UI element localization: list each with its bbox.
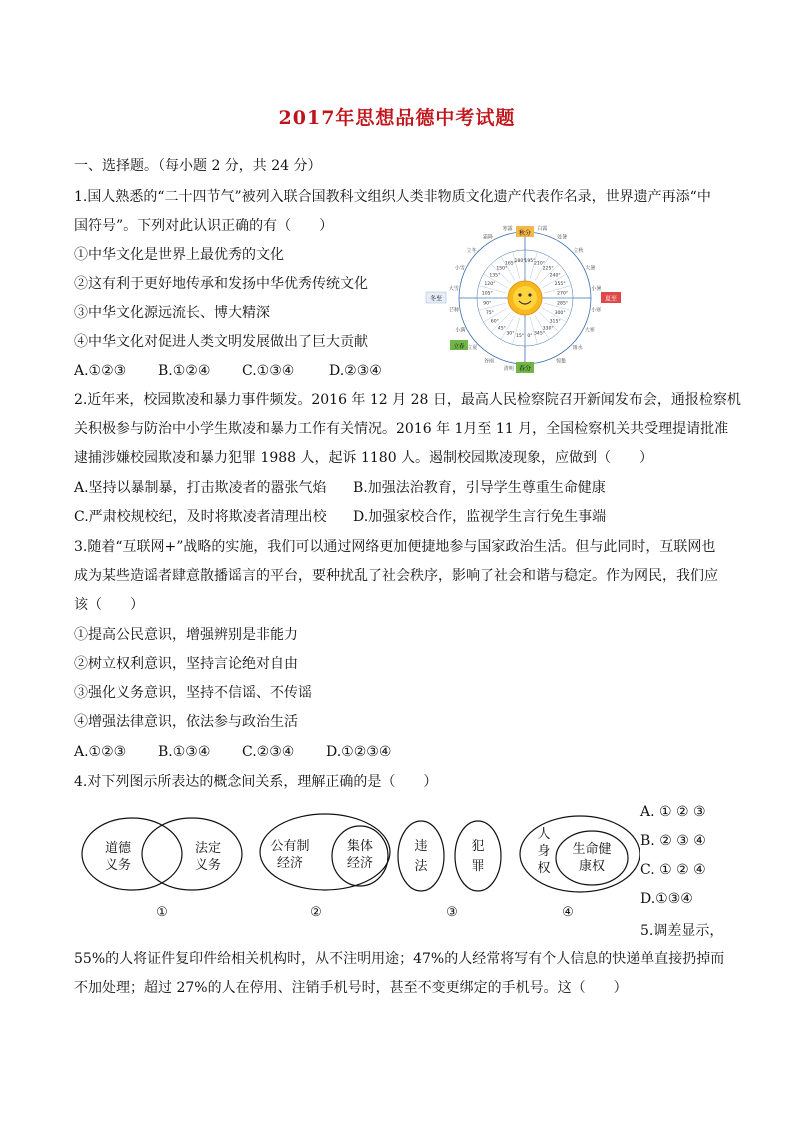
q4-option-c[interactable]: C. ① ② ④: [640, 862, 706, 878]
q1-item-3: ③中华文化源远流长、博大精深: [74, 305, 270, 321]
page-title: 2017年思想品德中考试题: [278, 107, 516, 129]
q2-option-c[interactable]: C.严肃校规校纪，及时将欺凌者清理出校: [74, 509, 327, 525]
sun-angle-label: 330°: [542, 326, 554, 332]
q3-stem-line1: 3.随着“互联网+”战略的实施，我们可以通过网络更加便捷地参与国家政治生活。但与此同时，互联网也: [74, 539, 716, 555]
diagram-number-label: ③: [446, 905, 458, 920]
q3-stem-line3: 该（ ）: [74, 597, 144, 613]
q4-stem: 4.对下列图示所表达的概念间关系，理解正确的是（ ）: [74, 774, 438, 790]
sun-angle-label: 0°: [527, 334, 533, 340]
q3-option-a[interactable]: A.①②③: [74, 744, 127, 760]
solar-term-label: 大寒: [584, 327, 595, 334]
q3-option-b[interactable]: B.①③④: [158, 744, 211, 760]
sun-angle-label: 180°: [514, 258, 526, 264]
sun-angle-label: 15°: [515, 334, 525, 340]
solar-term-label: 处暑: [557, 234, 568, 241]
diagram4-outer-text: 身: [537, 844, 551, 859]
sun-angle-label: 225°: [542, 266, 554, 272]
solar-term-label: 大暑: [585, 265, 596, 272]
sun-angle-label: 255°: [554, 281, 566, 287]
solar-term-label: 小暑: [591, 285, 602, 292]
q3-item-3: ③强化义务意识，坚持不信谣、不传谣: [74, 685, 312, 701]
sun-angle-label: 75°: [485, 311, 494, 317]
sun-angle-label: 45°: [497, 326, 506, 332]
diagram4-outer-text: 权: [537, 861, 551, 876]
q3-item-2: ②树立权利意识，坚持言论绝对自由: [74, 656, 298, 672]
diagram4-inner-text: 康权: [578, 859, 606, 874]
diagram-number-label: ④: [562, 905, 574, 920]
diagram-number-label: ①: [156, 905, 168, 920]
solar-term-label: 雨水: [572, 345, 583, 352]
solar-term-label: 白露: [537, 226, 548, 233]
q4-option-d[interactable]: D.①③④: [640, 891, 693, 907]
season-winter: 冬至: [429, 295, 443, 303]
diagram3-right-text: 犯: [471, 839, 485, 854]
diagram3-right-ellipse: [455, 821, 501, 891]
diagram4-inner-text: 生命健: [572, 842, 612, 857]
q5-stem-line3: 不加处理；超过 27%的人在停用、注销手机号时，甚至不变更绑定的手机号。这（ ）: [74, 980, 628, 996]
diagram3-left-text: 法: [414, 859, 428, 874]
q4-option-b[interactable]: B. ② ③ ④: [640, 833, 706, 849]
sun-angle-label: 135°: [489, 273, 501, 279]
q3-option-c[interactable]: C.②③④: [242, 744, 295, 760]
q2-stem-line2: 关积极参与防治中小学生欺凌和暴力工作有关情况。2016 年 1月至 11 月，全国检察机关共受理提请批准: [74, 421, 729, 437]
q2-option-d[interactable]: D.加强家校合作，监视学生言行免生事端: [353, 509, 607, 525]
q3-item-4: ④增强法律意识，依法参与政治生活: [74, 714, 298, 730]
diagram1-left-ellipse: [82, 818, 182, 890]
q1-stem-line1: 1.国人熟悉的“二十四节气”被列入联合国教科文组织人类非物质文化遗产代表作名录，世界遗产再添“中: [74, 189, 711, 205]
q1-item-2: ②这有利于更好地传承和发扬中华优秀传统文化: [74, 276, 368, 292]
diagram3-left-ellipse: [398, 821, 444, 891]
diagram4-outer-text: 人: [537, 827, 551, 842]
q1-stem-line2: 国符号”。下列对此认识正确的有（ ）: [74, 218, 334, 234]
sun-angle-label: 165°: [504, 261, 516, 267]
solar-term-label: 小寒: [591, 307, 602, 314]
solar-terms-diagram: [420, 222, 630, 374]
sun-angle-label: 150°: [496, 266, 508, 272]
solar-term-label: 立冬: [466, 247, 477, 254]
diagram-number-label: ②: [310, 905, 322, 920]
q2-option-a[interactable]: A.坚持以暴制暴，打击欺凌者的嚣张气焰: [74, 480, 327, 496]
season-spring: 春分: [518, 365, 532, 373]
q2-stem-line3: 逮捕涉嫌校园欺凌和暴力犯罪 1988 人，起诉 1180 人。遏制校园欺凌现象，应做到（ ）: [74, 450, 654, 466]
diagram2-outer-text: 经济: [276, 856, 304, 871]
q1-option-c[interactable]: C.①③④: [242, 363, 295, 379]
q1-option-b[interactable]: B.①②④: [158, 363, 211, 379]
sun-angle-label: 240°: [549, 273, 561, 279]
q2-option-b[interactable]: B.加强法治教育，引导学生尊重生命健康: [353, 480, 606, 496]
diagram1-right-ellipse: [142, 818, 242, 890]
diagram1-right-text: 法定: [194, 841, 222, 856]
solar-term-label: 寒露: [502, 226, 513, 233]
q3-item-1: ①提高公民意识，增强辨别是非能力: [74, 627, 298, 643]
sun-icon: [508, 281, 542, 315]
solar-term-label: 立秋: [573, 247, 584, 254]
q1-item-1: ①中华文化是世界上最优秀的文化: [74, 247, 284, 263]
season-autumn: 秋分: [518, 230, 532, 237]
diagram1-right-text: 义务: [194, 858, 222, 873]
sun-angle-label: 270°: [557, 291, 569, 297]
q3-option-d[interactable]: D.①②③④: [326, 744, 392, 760]
q3-stem-line2: 成为某些造谣者肆意散播谣言的平台，要种扰乱了社会秩序，影响了社会和谐与稳定。作为网民，我们应: [74, 568, 718, 584]
solar-term-label: 小雪: [454, 265, 465, 272]
solar-term-label: 大雪: [448, 285, 459, 292]
solar-term-label: 谷雨: [483, 358, 495, 365]
solar-term-label: 清明: [503, 366, 514, 373]
sun-angle-label: 60°: [490, 319, 499, 325]
concept-diagrams: [80, 810, 640, 930]
q4-option-a[interactable]: A. ① ② ③: [640, 804, 706, 820]
sun-angle-label: 285°: [557, 301, 569, 307]
solar-term-label: 小满: [455, 327, 466, 334]
q5-stem-line2: 55%的人将证件复印件给相关机构时，从不注明用途；47%的人经常将写有个人信息的快递单直接扔掉而: [74, 951, 725, 967]
diagram3-left-text: 违: [414, 839, 428, 854]
season-lichun: 立春: [453, 344, 465, 350]
solar-term-label: 霜降: [482, 234, 493, 241]
sun-angle-label: 30°: [506, 331, 515, 337]
sun-angle-label: 90°: [483, 301, 492, 307]
season-summer: 夏至: [604, 295, 618, 303]
diagram1-left-text: 道德: [104, 841, 132, 856]
solar-term-label: 芒种: [448, 307, 459, 314]
q1-option-a[interactable]: A.①②③: [74, 363, 127, 379]
diagram2-inner-text: 集体: [346, 839, 374, 854]
solar-term-label: 立夏: [467, 345, 478, 352]
q2-stem-line1: 2.近年来，校园欺凌和暴力事件频发。2016 年 12 月 28 日，最高人民检察院召开新闻发布会，通报检察机: [74, 392, 741, 408]
diagram4-inner-ellipse: [556, 831, 628, 885]
q1-option-d[interactable]: D.②③④: [329, 363, 382, 379]
sun-angle-label: 315°: [549, 319, 561, 325]
q1-item-4: ④中华文化对促进人类文明发展做出了巨大贡献: [74, 334, 368, 350]
q1-options: [74, 361, 382, 381]
sun-angle-label: 105°: [481, 291, 493, 297]
diagram2-inner-text: 经济: [346, 856, 374, 871]
sun-angle-label: 210°: [534, 261, 546, 267]
q5-stem-start: 5.调差显示，: [640, 923, 724, 939]
diagram2-outer-text: 公有制: [270, 839, 310, 854]
sun-angle-label: 345°: [534, 331, 546, 337]
solar-term-label: 惊蛰: [555, 358, 567, 365]
diagram3-right-text: 罪: [471, 859, 485, 874]
q3-options: [74, 742, 391, 762]
sun-angle-label: 120°: [484, 281, 496, 287]
sun-angle-label: 195°: [524, 258, 536, 264]
diagram1-left-text: 义务: [104, 858, 132, 873]
section-heading: 一、选择题。（每小题 2 分，共 24 分）: [74, 158, 322, 174]
sun-angle-label: 300°: [554, 311, 566, 317]
